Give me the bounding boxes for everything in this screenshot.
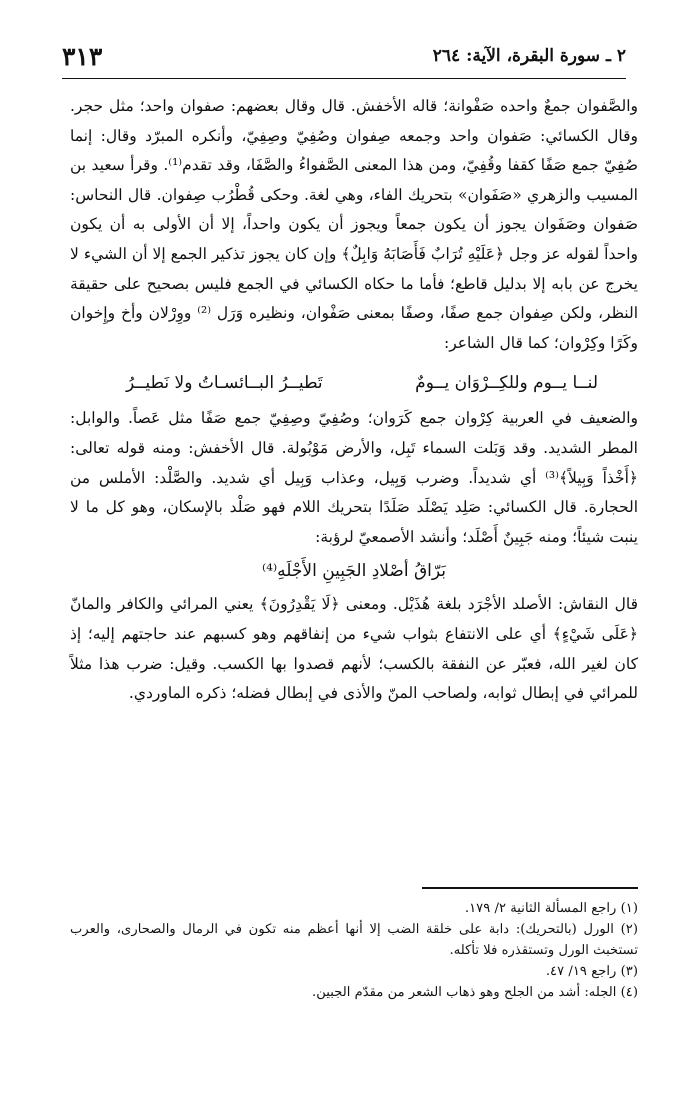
verse-first-hemistich: لنــا يــوم وللكِــرْوَان يــومٌ (415, 373, 598, 394)
poetry-verse (126, 368, 598, 398)
footnote: (٤) الجله: أشد من الجلح وهو ذهاب الشعر من مقدّم الجبين. (312, 985, 638, 1000)
footnote: (٣) راجع ١٩/ ٤٧. (545, 964, 638, 979)
footnote: (٢) الورل (بالتحريك): دابة على خلقة الضب إلا أنها أعظم منه تكون في الرمال والصحارى، والعرب تستخبث الورل وتستقذره فلا تأكله. (70, 922, 638, 958)
footnotes (70, 898, 638, 1003)
page-header (62, 42, 626, 79)
page-number: ٣١٣ (62, 42, 103, 71)
paragraph: والصَّفوان جمعٌ واحده صَفْوانة؛ قاله الأخفش. قال وقال بعضهم: صفوان واحد؛ مثل حجر. وقال الكسائي: صَفوان واحد وجمعه صِفوان وصُفِيّ وصِفِيّ، وأنكره المبرّد وقال: إنما صُفِيّ جمع صَفًا كقفا وقُفِيّ، ومن هذا المعنى الصَّفواءُ والصَّفَا، وقد تقدم⁽¹⁾. وقرأ سعيد بن المسيب والزهري «صَفَوان» بتحريك الفاء، وهي لغة. وحكى قُطْرُب صِفوان. قال النحاس: صَفوان وصَفَوان يجوز أن يكون جمعاً ويجوز أن يكون واحداً، إلا أن الأولى به أن يكون واحداً لقوله عز وجل ﴿عَلَيْهِ تُرَابٌ فَأَصَابَهُ وَابِلٌ﴾ وإن كان يجوز تذكير الجمع إلا أن الشيء لا يخرج عن بابه إلا بدليل قاطع؛ فأما ما حكاه الكسائي في الجمع فليس بصحيح على حقيقة النظر، ولكن صِفوان جمع صفًا، وصفًا بمعنى صَفْوان، ونظيره وَرَل ⁽²⁾ ووِرْلان وأخ وإِخوان وكَرًا وكِرْوان؛ كما قال الشاعر: (70, 97, 638, 352)
rajaz-line: بَرّاقُ أصْلادِ الجَبِينِ الأَجْلَهِ⁽⁴⁾ (261, 561, 447, 582)
running-title: ٢ ـ سورة البقرة، الآية: ٢٦٤ (432, 46, 626, 66)
paragraph: والضعيف في العربية كِرْوان جمع كَرَوان؛ وصُفِيّ وصِفِيّ جمع صَفًا مثل عَصاً. والوابل: المطر الشديد. وقد وَبَلت السماء تَبِل، والأرض مَوْبُولة. قال الأخفش: ومنه قوله تعالى: ﴿أَخْذاً وَبِيلاً﴾⁽³⁾ أي شديداً. وضرب وَبِيل، وعذاب وَبِيل أي شديد. والصَّلْد: الأملس من الحجارة. قال الكسائي: صَلِد يَصْلَد صَلَدًا بتحريك اللام فهو صَلْد بالإسكان، وهو كل ما لا ينبت شيئاً؛ ومنه جَبِينٌ أَصْلَد؛ وأنشد الأصمعيّ لرؤبة: (70, 409, 638, 546)
paragraph: قال النقاش: الأصلد الأجْرَد بلغة هُذَيْل. ومعنى ﴿لَا يَقْدِرُونَ﴾ يعني المرائي والكافر والمانّ ﴿عَلَى شَيْءٍ﴾ أي على الانتفاع بثواب شيء من إنفاقهم وهو كسبهم عند حاجتهم إليه؛ إذ كان لغير الله، فعبّر عن النفقة بالكسب؛ لأنهم قصدوا بها الكسب. وقيل: ضرب هذا مثلاً للمرائي في إبطال ثوابه، ولصاحب المنّ والأذى في إبطال فضله؛ ذكره الماوردي. (70, 595, 638, 703)
main-text (70, 92, 638, 709)
footnote: (١) راجع المسألة الثانية ٢/ ١٧٩. (464, 901, 638, 916)
verse-second-hemistich: تَطيــرُ البــائسـاتُ ولا نَطيــرُ (126, 373, 323, 394)
footnote-separator (422, 887, 638, 889)
